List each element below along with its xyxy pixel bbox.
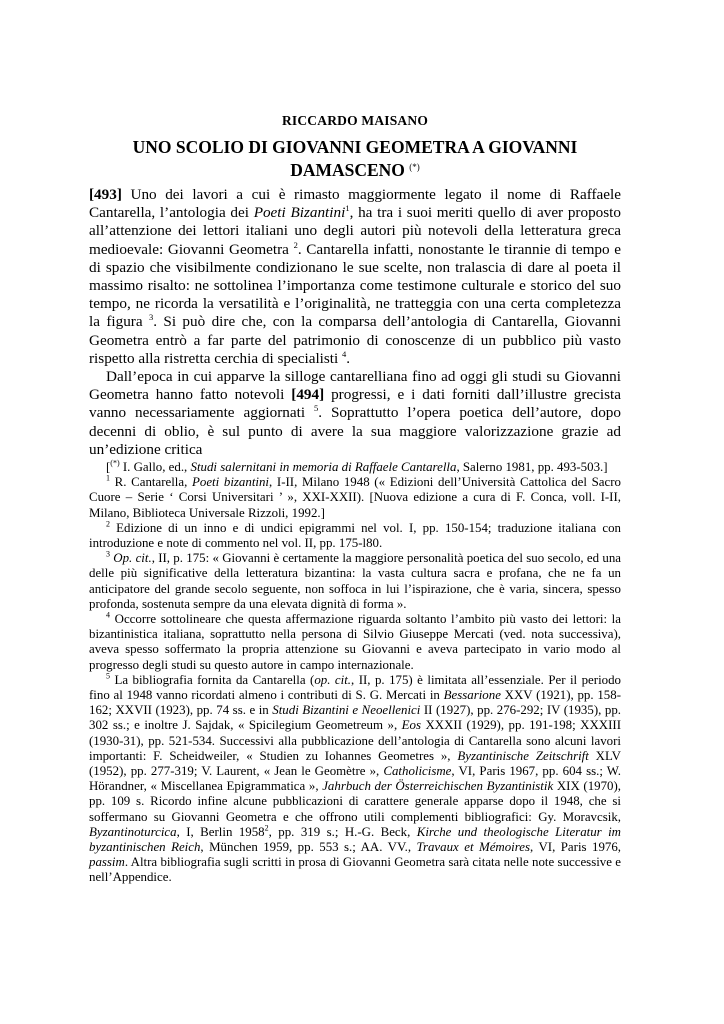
italic-text: passim bbox=[89, 855, 125, 870]
text-run: , I, Berlin 1958 bbox=[176, 824, 265, 839]
title-footnote-mark: (*) bbox=[409, 162, 420, 172]
text-run: Uno dei lavori a cui è rimasto maggiormente legato il nome di Raffaele Cantarella, l’antologia dei bbox=[89, 186, 621, 222]
footnote-2 bbox=[89, 521, 621, 551]
page-reference: [494] bbox=[291, 386, 325, 404]
italic-text: Poeti bizantini bbox=[192, 475, 270, 490]
footnote-3 bbox=[89, 551, 621, 612]
text-run: , II, p. 175) è limitata all’essenziale. Per il periodo fino al 1948 vanno ricordati almeno i contributi di S. G. Mercati in bbox=[89, 672, 621, 703]
italic-text: Kirche und theologische Literatur im byzantinischen Reich bbox=[89, 824, 621, 855]
italic-text: Studi Bizantini e Neoellenici bbox=[272, 703, 421, 718]
italic-text: Studi salernitani in memoria di Raffaele Cantarella bbox=[190, 460, 457, 474]
text-run: progressi, e i dati forniti dall’illustre grecista vanno necessariamente aggiornati bbox=[89, 386, 621, 422]
paragraph-2 bbox=[89, 368, 621, 459]
text-run: , II, p. 175: « Giovanni è certamente la maggiore personalità poetica del suo secolo, ed una delle più significative della letteratura bizantina: la vasta cultura sacra e profana, che ne fa un anticipatore del grande secolo seguente, non soffoca in lui l’ispirazione, che è varia, sincera, spesso profonda, sostenuta sempre da una elevata dignità di forma ». bbox=[89, 551, 621, 611]
italic-text: Travaux et Mémoires bbox=[416, 840, 531, 855]
footnote-5 bbox=[89, 673, 621, 886]
text-run: . Cantarella infatti, nonostante le tirannie di tempo e di spazio che visibilmente condizionano le sue scelte, non tralascia di dare al poeta il massimo risalto: ne sottolinea l’importanza come testimone culturale e storico del suo tempo, ne ricorda la versatilità e l’originalità, ne tratteggia con una certa completezza la figura bbox=[89, 240, 621, 331]
italic-text: Eos bbox=[401, 718, 421, 733]
footnote-1 bbox=[89, 475, 621, 521]
footnote-mark: 1 bbox=[106, 473, 110, 483]
italic-text: Bessarione bbox=[443, 688, 501, 703]
text-run: R. Cantarella, bbox=[110, 475, 193, 490]
page-reference: [493] bbox=[89, 186, 122, 203]
text-run: I. Gallo, ed., bbox=[119, 460, 191, 474]
text-run: XXV (1921), pp. 158-162; XXVII (1923), pp. 74 ss. e in bbox=[89, 688, 621, 718]
footnote-mark: (*) bbox=[110, 458, 120, 468]
text-run: . Altra bibliografia sugli scritti in prosa di Giovanni Geometra sarà citata nelle note successive e nell’Appendice. bbox=[89, 855, 621, 885]
text-run: , Salerno 1981, pp. 493-503.] bbox=[456, 460, 608, 474]
edition-superscript: 2 bbox=[264, 823, 269, 833]
text-run: . Si può dire che, con la comparsa dell’antologia di Cantarella, Giovanni Geometra entrò a far parte del patrimonio di conoscenze di un pubblico più vasto rispetto alla ristretta cerchia di specialisti bbox=[89, 313, 621, 367]
footnote-ref-3: 3 bbox=[148, 312, 154, 323]
footnote-ref-5: 5 bbox=[313, 403, 319, 414]
text-run: , ha tra i suoi meriti quello di aver proposto all’attenzione dei lettori italiani uno degli autori più notevoli della letteratura greca medioevale: Giovanni Geometra bbox=[89, 204, 621, 258]
article-title bbox=[89, 137, 621, 180]
text-run: , I-II, Milano 1948 (« Edizioni dell’Università Cattolica del Sacro Cuore – Serie ‘ Corsi Universitari ’ », XXI-XXII). [Nuova edizione a cura di F. Conca, voll. I-II, Milano, Biblioteca Universale Rizzoli, 1992.] bbox=[89, 475, 621, 520]
text-run: Dall’epoca in cui apparve la silloge cantarelliana fino ad oggi gli studi su Giovanni Geometra hanno fatto notevoli bbox=[89, 368, 621, 404]
italic-text: op. cit. bbox=[314, 672, 351, 687]
italic-text: Byzantinische Zeitschrift bbox=[457, 748, 589, 763]
footnote-mark: 3 bbox=[106, 549, 110, 559]
footnote-ref-2: 2 bbox=[293, 239, 298, 250]
text-run: La bibliografia fornita da Cantarella ( bbox=[110, 672, 315, 687]
footnote-ref-1: 1 bbox=[345, 203, 350, 214]
footnote-4 bbox=[89, 612, 621, 673]
text-run: , VI, Paris 1976, bbox=[530, 840, 621, 855]
text-run: XLV (1952), pp. 277-319; V. Laurent, « Jean le Geomètre », bbox=[89, 748, 621, 779]
footnote-star bbox=[89, 460, 621, 475]
text-run: , VI, Paris 1967, pp. 604 ss.; W. Hörandner, « Miscellanea Epigrammatica », bbox=[89, 764, 621, 794]
text-run: XIX (1970), pp. 109 s. Ricordo infine alcune pubblicazioni di carattere generale apparse dopo il 1948, che si soffermano su Giovanni Geometra e che offrono utili complementi bibliografici: Gy. Moravcsik, bbox=[89, 779, 621, 824]
bracket: [ bbox=[106, 460, 111, 474]
footnote-mark: 2 bbox=[106, 519, 110, 529]
paragraph-1 bbox=[89, 186, 621, 368]
italic-text: Jahrbuch der Österreichischen Byzantinistik bbox=[322, 779, 554, 794]
italic-text: Poeti Bizantini bbox=[253, 204, 346, 222]
text-run: . Soprattutto l’opera poetica dell’autore, dopo decenni di oblio, è sul punto di avere la sua maggiore valorizzazione grazie ad un’edizione critica bbox=[89, 404, 621, 458]
text-run: Occorre sottolineare che questa affermazione riguarda soltanto l’ambito più vasto dei lettori: la bizantinistica italiana, soprattutto nella persona di Silvio Giuseppe Mercati (ved. nota successiva), aveva spesso soffermato la propria attenzione su Giovanni e aveva partecipato in vario modo al progresso degli studi su questo autore in campo internazionale. bbox=[89, 612, 621, 672]
text-run: XXXII (1929), pp. 191-198; XXXIII (1930-31), pp. 521-534. Successivi alla pubblicazione dell’antologia di Cantarella sono alcuni lavori importanti: F. Scheidweiler, « Studien zu Iohannes Geometres », bbox=[89, 718, 621, 763]
italic-text: Byzantinoturcica bbox=[89, 824, 177, 839]
author-name: RICCARDO MAISANO bbox=[281, 113, 429, 128]
footnotes bbox=[89, 460, 621, 886]
italic-text: Op. cit. bbox=[113, 551, 152, 566]
main-text bbox=[89, 186, 621, 459]
footnote-mark: 4 bbox=[106, 610, 110, 620]
italic-text: Catholicisme bbox=[383, 764, 452, 779]
text-run: , München 1959, pp. 553 s.; AA. VV., bbox=[200, 840, 417, 855]
text-run: . bbox=[346, 349, 351, 367]
footnote-mark: 5 bbox=[106, 671, 110, 681]
text-run: II (1927), pp. 276-292; IV (1935), pp. 302 ss.; e inoltre J. Sajdak, « Spicilegium Geometreum », bbox=[89, 703, 621, 733]
footnote-ref-4: 4 bbox=[342, 348, 347, 359]
text-run: , pp. 319 s.; H.-G. Beck, bbox=[268, 824, 417, 839]
title-text: UNO SCOLIO DI GIOVANNI GEOMETRA A GIOVANNI DAMASCENO bbox=[132, 137, 578, 180]
text-run: Edizione di un inno e di undici epigrammi nel vol. I, pp. 150-154; traduzione italiana con introduzione e note di commento nel vol. II, pp. 175-l80. bbox=[89, 520, 621, 551]
